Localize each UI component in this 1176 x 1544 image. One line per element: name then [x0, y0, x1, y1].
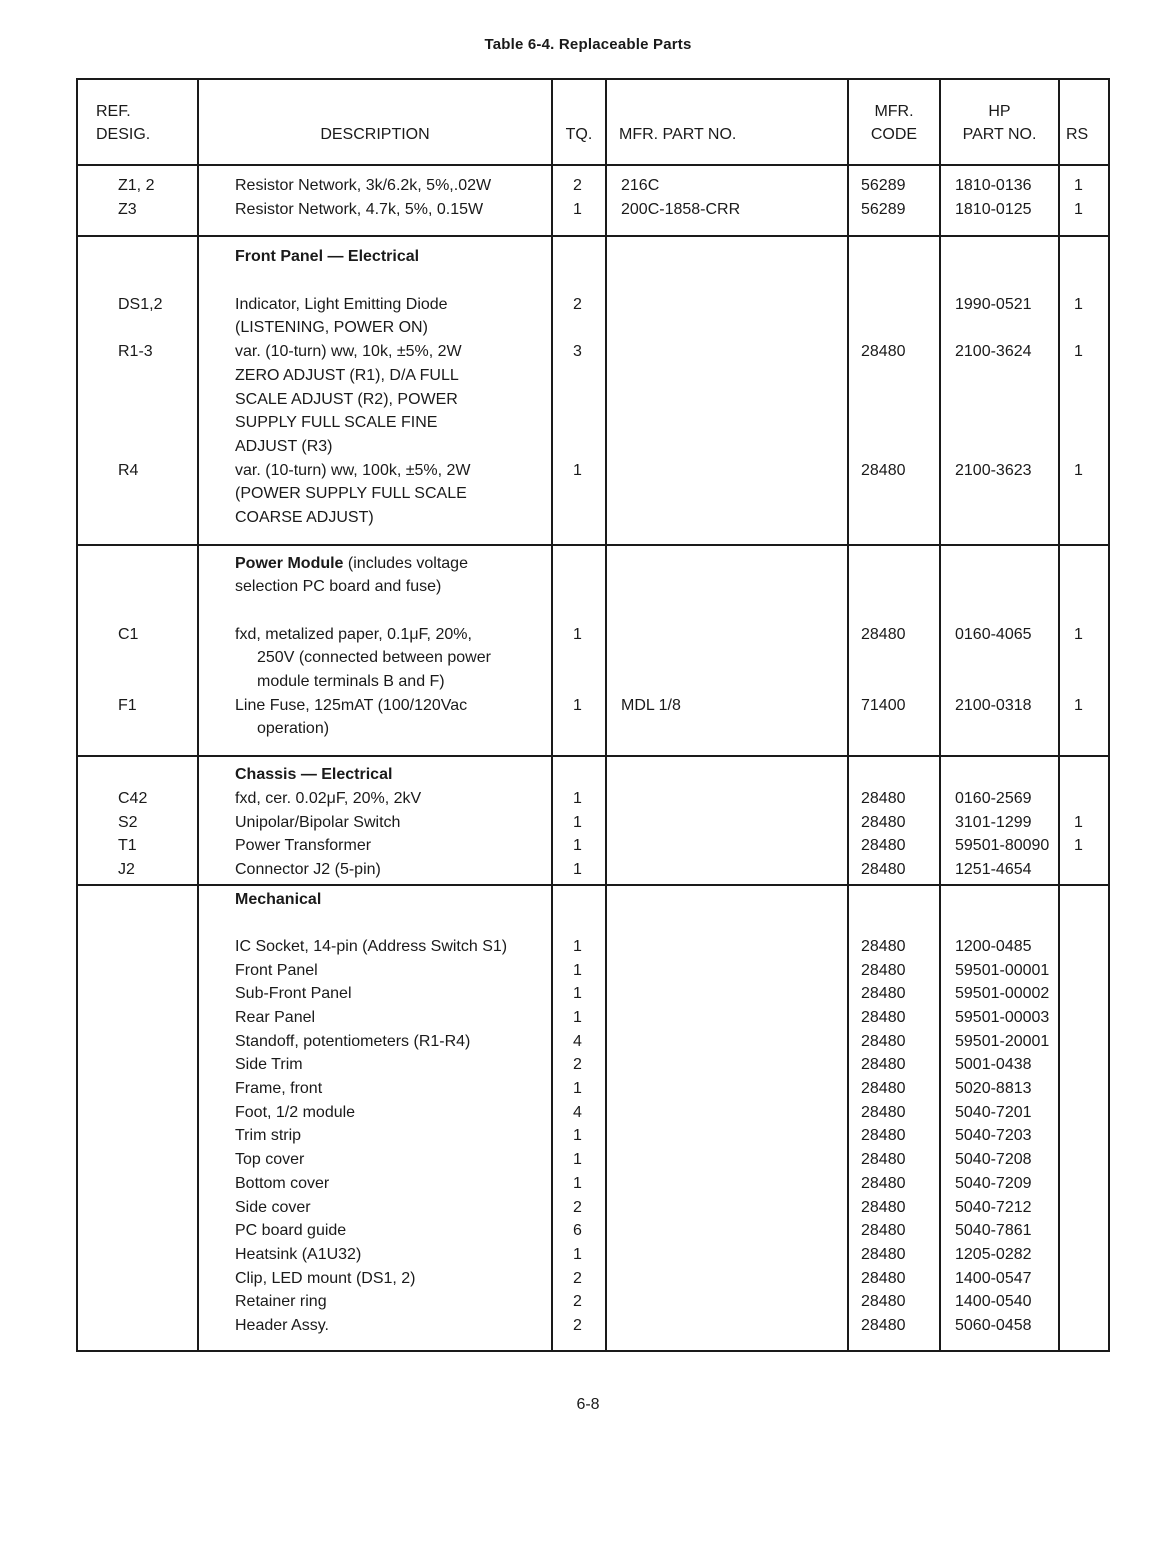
hp-part-no: 2100-0318: [955, 696, 1032, 714]
mfr-code: 28480: [861, 625, 906, 643]
quantity: 1: [573, 937, 582, 955]
quantity: 3: [573, 343, 582, 361]
mfr-code: 28480: [861, 860, 906, 878]
description: Side Trim: [235, 1056, 303, 1074]
mfr-code: 28480: [861, 1198, 906, 1216]
ref-desig: R4: [118, 461, 139, 479]
description: IC Socket, 14-pin (Address Switch S1): [235, 937, 508, 955]
header-mfr-part-no: MFR. PART NO.: [606, 79, 848, 165]
description: module terminals B and F): [257, 673, 445, 691]
quantity: 2: [573, 1293, 582, 1311]
quantity: 6: [573, 1222, 582, 1240]
quantity: 1: [573, 1245, 582, 1263]
mfr-code: 28480: [861, 1080, 906, 1098]
description: PC board guide: [235, 1222, 347, 1240]
rs-value: 1: [1074, 837, 1083, 855]
description: SUPPLY FULL SCALE FINE: [235, 414, 438, 432]
ref-desig: S2: [118, 813, 138, 831]
mfr-code: 28480: [861, 985, 906, 1003]
description: COARSE ADJUST): [235, 508, 374, 526]
table-title: Table 6-4. Replaceable Parts: [484, 36, 692, 53]
description: 250V (connected between power: [257, 649, 491, 667]
description: Header Assy.: [235, 1316, 329, 1334]
mfr-code: 28480: [861, 837, 906, 855]
mfr-code: 28480: [861, 1032, 906, 1050]
ref-desig: Z1, 2: [118, 177, 155, 194]
hp-part-no: 0160-2569: [955, 789, 1032, 807]
rs-value: 1: [1074, 625, 1083, 643]
description: Rear Panel: [235, 1009, 316, 1026]
ref-desig: F1: [118, 696, 137, 714]
mfr-code: 28480: [861, 1222, 906, 1240]
hp-part-no: 59501-20001: [955, 1032, 1050, 1050]
description: Sub-Front Panel: [235, 985, 352, 1003]
mfr-part-no: 216C: [621, 177, 660, 194]
section-heading: Power Module (includes voltage: [235, 554, 468, 572]
description: Connector J2 (5-pin): [235, 860, 381, 878]
page-number: 6-8: [576, 1396, 600, 1413]
quantity: 2: [573, 295, 582, 313]
header-tq: TQ.: [552, 79, 606, 165]
description: fxd, cer. 0.02μF, 20%, 2kV: [235, 789, 422, 807]
table-row: [77, 165, 1109, 236]
hp-part-no: 1810-0136: [955, 177, 1032, 194]
hp-part-no: 1400-0540: [955, 1293, 1032, 1311]
ref-desig: J2: [118, 860, 135, 878]
description: Bottom cover: [235, 1174, 330, 1192]
rs-value: 1: [1074, 343, 1083, 361]
quantity: 1: [573, 1080, 582, 1098]
description: Heatsink (A1U32): [235, 1245, 362, 1263]
description: Clip, LED mount (DS1, 2): [235, 1269, 416, 1287]
quantity: 2: [573, 1198, 582, 1216]
group-mechanical: [77, 885, 1109, 1351]
quantity: 2: [573, 177, 582, 194]
description: Retainer ring: [235, 1293, 327, 1311]
hp-part-no: 1400-0547: [955, 1269, 1032, 1287]
hp-part-no: 0160-4065: [955, 625, 1032, 643]
header-hp-part-no: HP PART NO.: [940, 79, 1059, 165]
hp-part-no: 59501-00003: [955, 1009, 1050, 1026]
header-description: DESCRIPTION: [198, 79, 552, 165]
quantity: 1: [573, 625, 582, 643]
mfr-part-no: 200C-1858-CRR: [621, 200, 741, 218]
group-resistor-networks: [77, 165, 1109, 236]
rs-value: 1: [1074, 295, 1083, 313]
quantity: 1: [573, 1127, 582, 1145]
quantity: 1: [573, 1151, 582, 1169]
hp-part-no: 5040-7861: [955, 1222, 1032, 1240]
hp-part-no: 5001-0438: [955, 1056, 1032, 1074]
mfr-code: 28480: [861, 1316, 906, 1334]
mfr-part-no: MDL 1/8: [621, 696, 681, 714]
hp-part-no: 5040-7203: [955, 1127, 1032, 1145]
rs-value: 1: [1074, 696, 1083, 714]
hp-part-no: 1990-0521: [955, 295, 1032, 313]
group-front-panel-electrical: [77, 236, 1109, 544]
quantity: 1: [573, 985, 582, 1003]
mfr-code: 71400: [861, 696, 906, 714]
description: Resistor Network, 4.7k, 5%, 0.15W: [235, 200, 484, 218]
mfr-code: 28480: [861, 937, 906, 955]
description: Line Fuse, 125mAT (100/120Vac: [235, 696, 468, 714]
ref-desig: Z3: [118, 200, 137, 218]
mfr-code: 28480: [861, 1174, 906, 1192]
hp-part-no: 5040-7212: [955, 1198, 1032, 1216]
description: var. (10-turn) ww, 100k, ±5%, 2W: [235, 461, 471, 479]
description: Indicator, Light Emitting Diode: [235, 295, 448, 313]
description: Foot, 1/2 module: [235, 1103, 356, 1121]
hp-part-no: 5060-0458: [955, 1316, 1032, 1334]
description: Frame, front: [235, 1080, 323, 1098]
description: Front Panel: [235, 961, 318, 979]
mfr-code: 28480: [861, 1127, 906, 1145]
hp-part-no: 59501-00001: [955, 961, 1050, 979]
rs-value: 1: [1074, 200, 1083, 218]
section-heading: Front Panel — Electrical: [235, 248, 420, 266]
mfr-code: 28480: [861, 1293, 906, 1311]
mfr-code: 28480: [861, 461, 906, 479]
hp-part-no: 5040-7209: [955, 1174, 1032, 1192]
header-rs: RS: [1059, 79, 1109, 165]
hp-part-no: 1205-0282: [955, 1245, 1032, 1263]
quantity: 1: [573, 813, 582, 831]
quantity: 1: [573, 789, 582, 807]
mfr-code: 28480: [861, 343, 906, 361]
mfr-code: 56289: [861, 177, 906, 194]
description: Unipolar/Bipolar Switch: [235, 813, 401, 831]
quantity: 1: [573, 961, 582, 979]
quantity: 1: [573, 837, 582, 855]
ref-desig: C42: [118, 789, 148, 807]
ref-desig: T1: [118, 837, 137, 855]
mfr-code: 28480: [861, 961, 906, 979]
hp-part-no: 2100-3624: [955, 343, 1032, 361]
ref-desig: C1: [118, 625, 139, 643]
header-mfr-code: MFR. CODE: [848, 79, 940, 165]
description: (LISTENING, POWER ON): [235, 319, 428, 337]
quantity: 1: [573, 1009, 582, 1026]
mfr-code: 56289: [861, 200, 906, 218]
group-chassis-electrical: [77, 756, 1109, 884]
mfr-code: 28480: [861, 1056, 906, 1074]
quantity: 1: [573, 696, 582, 714]
group-power-module: [77, 545, 1109, 757]
rs-value: 1: [1074, 461, 1083, 479]
hp-part-no: 5040-7201: [955, 1103, 1032, 1121]
quantity: 1: [573, 200, 582, 218]
description: (POWER SUPPLY FULL SCALE: [235, 485, 467, 503]
quantity: 2: [573, 1316, 582, 1334]
hp-part-no: 1810-0125: [955, 200, 1032, 218]
quantity: 2: [573, 1056, 582, 1074]
description: Side cover: [235, 1198, 311, 1216]
description: SCALE ADJUST (R2), POWER: [235, 390, 458, 408]
rs-value: 1: [1074, 813, 1083, 831]
hp-part-no: 3101-1299: [955, 813, 1032, 831]
mfr-code: 28480: [861, 1103, 906, 1121]
description: Power Transformer: [235, 837, 372, 855]
ref-desig: DS1,2: [118, 295, 163, 313]
ref-desig: R1-3: [118, 343, 153, 361]
table-row: [77, 236, 1109, 544]
table-row: [77, 545, 1109, 757]
replaceable-parts-table: [76, 78, 1110, 1352]
header-ref-desig: REF. DESIG.: [77, 79, 198, 165]
table-row: [77, 756, 1109, 884]
section-heading-continued: selection PC board and fuse): [235, 578, 442, 596]
hp-part-no: 5040-7208: [955, 1151, 1032, 1169]
rs-value: 1: [1074, 177, 1083, 194]
description: Standoff, potentiometers (R1-R4): [235, 1032, 471, 1050]
section-heading: Mechanical: [235, 890, 322, 908]
description: ZERO ADJUST (R1), D/A FULL: [235, 366, 459, 384]
description: var. (10-turn) ww, 10k, ±5%, 2W: [235, 343, 462, 361]
mfr-code: 28480: [861, 789, 906, 807]
mfr-code: 28480: [861, 1009, 906, 1026]
hp-part-no: 5020-8813: [955, 1080, 1032, 1098]
section-heading: Chassis — Electrical: [235, 766, 393, 784]
quantity: 2: [573, 1269, 582, 1287]
description: Resistor Network, 3k/6.2k, 5%,.02W: [235, 177, 492, 194]
quantity: 1: [573, 860, 582, 878]
hp-part-no: 59501-00002: [955, 985, 1050, 1003]
description: ADJUST (R3): [235, 437, 333, 455]
description: fxd, metalized paper, 0.1μF, 20%,: [235, 625, 472, 643]
mfr-code: 28480: [861, 1269, 906, 1287]
mfr-code: 28480: [861, 1151, 906, 1169]
quantity: 4: [573, 1103, 582, 1121]
description: operation): [257, 720, 330, 738]
quantity: 4: [573, 1032, 582, 1050]
table-row: [77, 885, 1109, 1351]
hp-part-no: 59501-80090: [955, 837, 1050, 855]
description: Top cover: [235, 1151, 305, 1169]
hp-part-no: 2100-3623: [955, 461, 1032, 479]
hp-part-no: 1200-0485: [955, 937, 1032, 955]
description: Trim strip: [235, 1127, 302, 1145]
mfr-code: 28480: [861, 813, 906, 831]
hp-part-no: 1251-4654: [955, 860, 1032, 878]
mfr-code: 28480: [861, 1245, 906, 1263]
quantity: 1: [573, 1174, 582, 1192]
quantity: 1: [573, 461, 582, 479]
header-row: [77, 79, 1109, 165]
